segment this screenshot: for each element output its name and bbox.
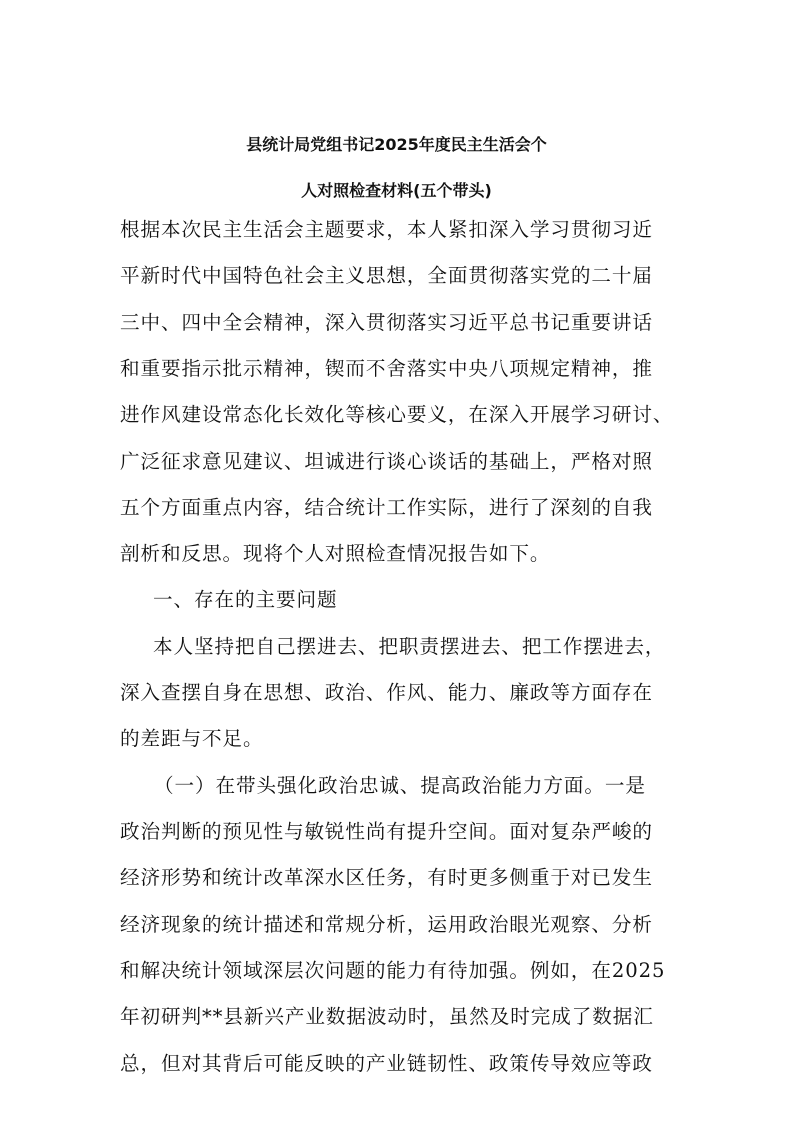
body-line-16: 经济现象的统计描述和常规分析，运用政治眼光观察、分析 — [120, 913, 653, 936]
body-line-15: 经济形势和统计改革深水区任务，有时更多侧重于对已发生 — [120, 866, 653, 889]
body-line-3: 三中、四中全会精神，深入贯彻落实习近平总书记重要讲话 — [120, 311, 653, 334]
body-line-12: 的差距与不足。 — [120, 727, 264, 750]
body-line-18: 年初研判**县新兴产业数据波动时，虽然及时完成了数据汇 — [120, 1005, 654, 1028]
body-line-17: 和解决统计领域深层次问题的能力有待加强。例如，在2025 — [120, 959, 666, 982]
body-line-19: 总，但对其背后可能反映的产业链韧性、政策传导效应等政 — [120, 1052, 653, 1075]
body-line-5: 进作风建设常态化长效化等核心要义，在深入开展学习研讨、 — [120, 403, 674, 426]
title-line-1: 县统计局党组书记2025年度民主生活会个 — [246, 135, 547, 154]
document-title — [100, 122, 693, 214]
body-line-2: 平新时代中国特色社会主义思想，全面贯彻落实党的二十届 — [120, 264, 653, 287]
section-heading: 一、存在的主要问题 — [153, 588, 338, 611]
title-line-2: 人对照检查材料(五个带头) — [301, 181, 492, 200]
body-line-11: 深入查摆自身在思想、政治、作风、能力、廉政等方面存在 — [120, 681, 653, 704]
body-line-7: 五个方面重点内容，结合统计工作实际，进行了深刻的自我 — [120, 496, 653, 519]
body-line-8: 剖析和反思。现将个人对照检查情况报告如下。 — [120, 542, 551, 565]
body-line-6: 广泛征求意见建议、坦诚进行谈心谈话的基础上，严格对照 — [120, 450, 653, 473]
subsection-line: （一）在带头强化政治忠诚、提高政治能力方面。一是 — [154, 774, 646, 797]
body-line-14: 政治判断的预见性与敏锐性尚有提升空间。面对复杂严峻的 — [120, 820, 653, 843]
body-line-1: 根据本次民主生活会主题要求，本人紧扣深入学习贯彻习近 — [120, 218, 653, 241]
body-line-10: 本人坚持把自己摆进去、把职责摆进去、把工作摆进去， — [153, 635, 666, 658]
body-line-4: 和重要指示批示精神，锲而不舍落实中央八项规定精神，推 — [120, 357, 653, 380]
